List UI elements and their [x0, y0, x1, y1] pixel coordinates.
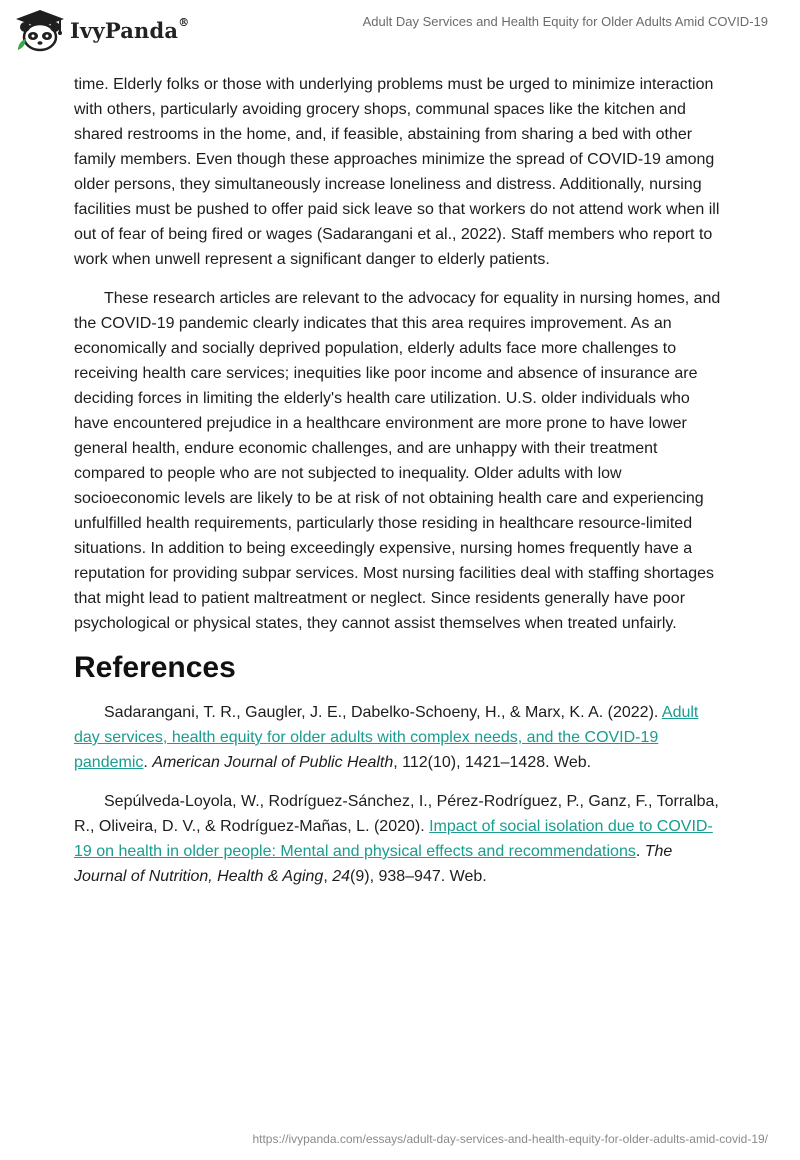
reference-link[interactable]: Adult day services, health equity for older adults with complex needs, and the COVID-19 pandemic [74, 704, 699, 771]
footer-url[interactable]: https://ivypanda.com/essays/adult-day-services-and-health-equity-for-older-adults-amid-covid-19/ [252, 1132, 768, 1146]
reference-item: Sadarangani, T. R., Gaugler, J. E., Dabelko-Schoeny, H., & Marx, K. A. (2022). Adult day services, health equity for older adults with complex needs, and the COVID-19 pandemic. American Journal of Public Health, 112(10), 1421–1428. Web. [74, 704, 699, 771]
reference-item: Sepúlveda-Loyola, W., Rodríguez-Sánchez, I., Pérez-Rodríguez, P., Ganz, F., Torralba, R., Oliveira, D. V., & Rodríguez-Mañas, L. (2020). Impact of social isolation due to COVID-19 on health in older people: Mental and physical effects and recommendations. The Journal of Nutrition, Health & Aging, 24(9), 938–947. Web. [74, 793, 719, 885]
reference-link[interactable]: Impact of social isolation due to COVID-19 on health in older people: Mental and physical effects and recommendations [74, 818, 713, 860]
logo-text: IvyPanda® [70, 15, 190, 43]
document-title: Adult Day Services and Health Equity for Older Adults Amid COVID-19 [362, 14, 768, 29]
page-header [0, 0, 800, 60]
body-paragraph: These research articles are relevant to the advocacy for equality in nursing homes, and the COVID-19 pandemic clearly indicates that this area requires improvement. As an economically and socially deprived population, elderly adults face more challenges to receiving health care services; inequities like poor income and absence of insurance are deciding forces in limiting the elderly's health care utilization. U.S. older individuals who have encountered prejudice in a healthcare environment are more prone to have lower general health, endure economic challenges, and are unhappy with their treatment compared to people who are not subjected to inequality. Older adults with low socioeconomic levels are likely to be at risk of not obtaining health care and experiencing unfulfilled health requirements, particularly those residing in healthcare resource-limited situations. In addition to being exceedingly expensive, nursing homes frequently have a reputation for providing subpar services. Most nursing facilities deal with staffing shortages that might lead to patient maltreatment or neglect. Since residents generally have poor psychological or physical states, they cannot assist themselves when treated unfairly. [74, 290, 721, 632]
panda-graduate-icon [14, 8, 66, 52]
ivypanda-logo[interactable] [14, 8, 189, 52]
body-paragraph: time. Elderly folks or those with underlying problems must be urged to minimize interaction with others, particularly avoiding grocery shops, communal spaces like the kitchen and shared restrooms in the home, and, if feasible, abstaining from sharing a bed with other family members. Even though these approaches minimize the spread of COVID-19 among older persons, they simultaneously increase loneliness and distress. Additionally, nursing facilities must be pushed to offer paid sick leave so that workers do not attend work when ill out of fear of being fired or wages (Sadarangani et al., 2022). Staff members who report to work when unwell represent a significant danger to elderly patients. [74, 76, 720, 268]
essay-body [74, 72, 726, 903]
references-heading: References [74, 651, 236, 684]
